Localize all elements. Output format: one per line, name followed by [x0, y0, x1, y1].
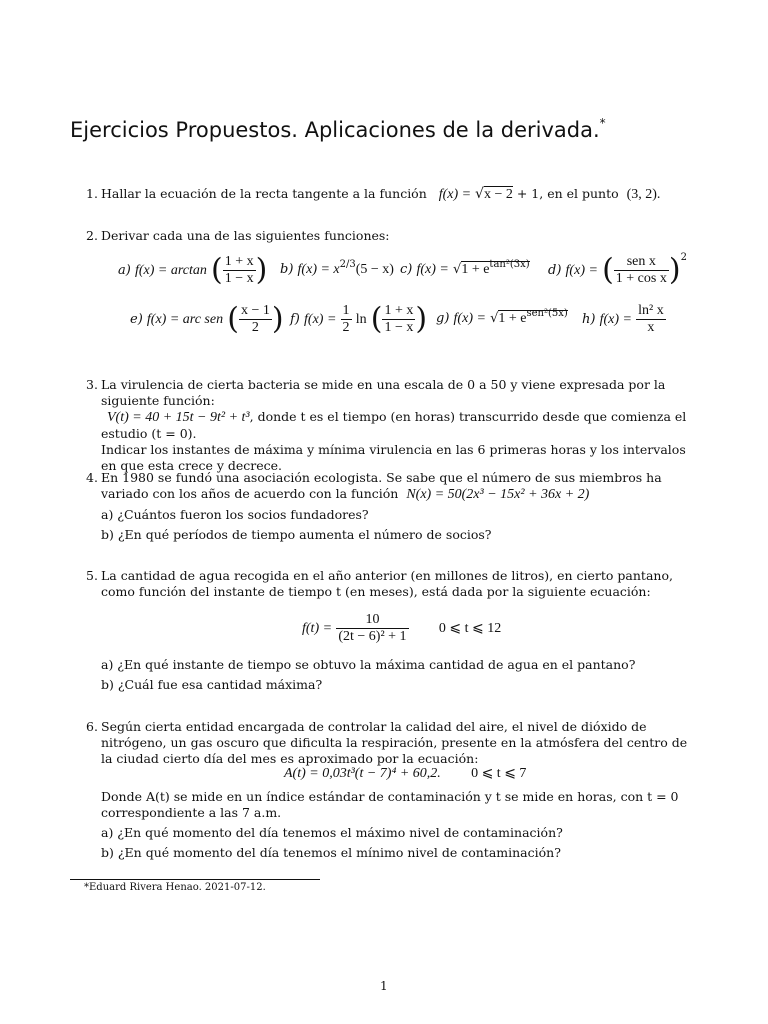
page-title: Ejercicios Propuestos. Aplicaciones de la derivada.*: [70, 116, 606, 142]
question-b: b) ¿En qué momento del día tenemos el mínimo nivel de contaminación?: [101, 845, 561, 860]
function-c: c) $f(x) = √1 + e^{tan^2(3x)}$: [400, 259, 530, 277]
function-h: h) f(x) = $\frac{\text{ln² x}}{x}$: [582, 303, 664, 335]
function-d: d) f(x) = ( $\frac{\text{sen x}}{\text{1 + cos x}}$ )$^2$: [548, 252, 687, 288]
exercise-4: 4. En 1980 se fundó una asociación ecologista. Se sabe que el número de sus miembros ha variado con los años de acuerdo con la función N(x) = 50(2x³ − 15x² + 36x + 2) a) ¿Cuántos fueron los socios fundadores? b) ¿En qué períodos de tiempo aumenta el número de socios?: [86, 470, 698, 543]
exercise-5: 5. La cantidad de agua recogida en el año anterior (en millones de litros), en cierto pantano, como función del instante de tiempo t (en meses), está dada por la siguiente ecuación:: [86, 568, 673, 599]
exercise-6: 6. Según cierta entidad encargada de controlar la calidad del aire, el nivel de dióxido de nitrógeno, un gas oscuro que dificulta la respiración, presente en la atmósfera del centro de la ciudad cierto día del mes es aproximado por la ecuación:: [86, 719, 688, 766]
radicand: x − 2: [483, 187, 513, 202]
question-a: a) ¿En qué instante de tiempo se obtuvo la máxima cantidad de agua en el pantano?: [101, 657, 636, 672]
exercise-number: 4.: [86, 470, 98, 485]
function-f: f) f(x) = $\frac{1}{2}$ ln ( $\frac{1 + x}{1 - x}$ ): [290, 301, 428, 337]
question-b: b) ¿Cuál fue esa cantidad máxima?: [101, 677, 323, 692]
exercise-number: 1.: [86, 186, 98, 201]
exercise-5-questions: [86, 657, 698, 693]
question-a: a) ¿Cuántos fueron los socios fundadores?: [101, 507, 369, 522]
footnote: *Eduard Rivera Henao. 2021-07-12.: [84, 882, 266, 893]
exercise-1: 1. Hallar la ecuación de la recta tangente a la función f(x) = √x − 2 + 1, en el punto (3, 2).: [86, 186, 661, 202]
question-b: b) ¿En qué períodos de tiempo aumenta el número de socios?: [101, 527, 492, 542]
exercise-2: 2. Derivar cada una de las siguientes funciones:: [86, 228, 390, 243]
exercise-number: 2.: [86, 228, 98, 243]
equation-f: f(t) = $\frac{10}{\text{(2t − 6)² + 1}}$ 0 ⩽ t ⩽ 12: [302, 612, 502, 644]
exercise-6-text: Donde A(t) se mide en un índice estándar de contaminación y t se mide en horas, con t = 0 correspondiente a las 7 a.m. a) ¿En qué momento del día tenemos el máximo nivel de contaminación? b) ¿En qué momento del día tenemos el mínimo nivel de contaminación?: [86, 789, 698, 861]
point: (3, 2).: [626, 187, 661, 202]
page-number: 1: [380, 979, 388, 993]
function-a: a) f(x) = arctan ( $\frac{1 + x}{1 - x}$ ): [118, 252, 268, 288]
exercise-3: 3. La virulencia de cierta bacteria se mide en una escala de 0 a 50 y viene expresada por la siguiente función: V(t) = 40 + 15t − 9t² + t³, donde t es el tiempo (en horas) transcurrido desde que comienza el estudio (t = 0). Indicar los instantes de máxima y mínima virulencia en las 6 primeras horas y los intervalos en que esta crece y decrece.: [86, 377, 687, 473]
function-lhs: f(x) =: [438, 187, 472, 202]
equation-a: A(t) = 0,03t³(t − 7)⁴ + 60,2. 0 ⩽ t ⩽ 7: [284, 766, 527, 781]
exercise-number: 3.: [86, 377, 98, 392]
function-g: g) $f(x) = √1 + e^{sen^2(5x)}$: [436, 308, 568, 326]
formula: V(t) = 40 + 15t − 9t² + t³: [107, 410, 250, 425]
question-a: a) ¿En qué momento del día tenemos el máximo nivel de contaminación?: [101, 825, 563, 840]
footnote-mark: *: [599, 116, 606, 130]
function-b: b) $f(x) = x^{2/3}(5 - x)$: [280, 259, 394, 277]
formula: N(x) = 50(2x³ − 15x² + 36x + 2): [406, 487, 590, 502]
exercise-number: 6.: [86, 719, 98, 734]
footnote-rule: [70, 879, 320, 880]
exercise-number: 5.: [86, 568, 98, 583]
function-e: e) f(x) = arc sen ( $\frac{x - 1}{2}$ ): [130, 301, 284, 337]
